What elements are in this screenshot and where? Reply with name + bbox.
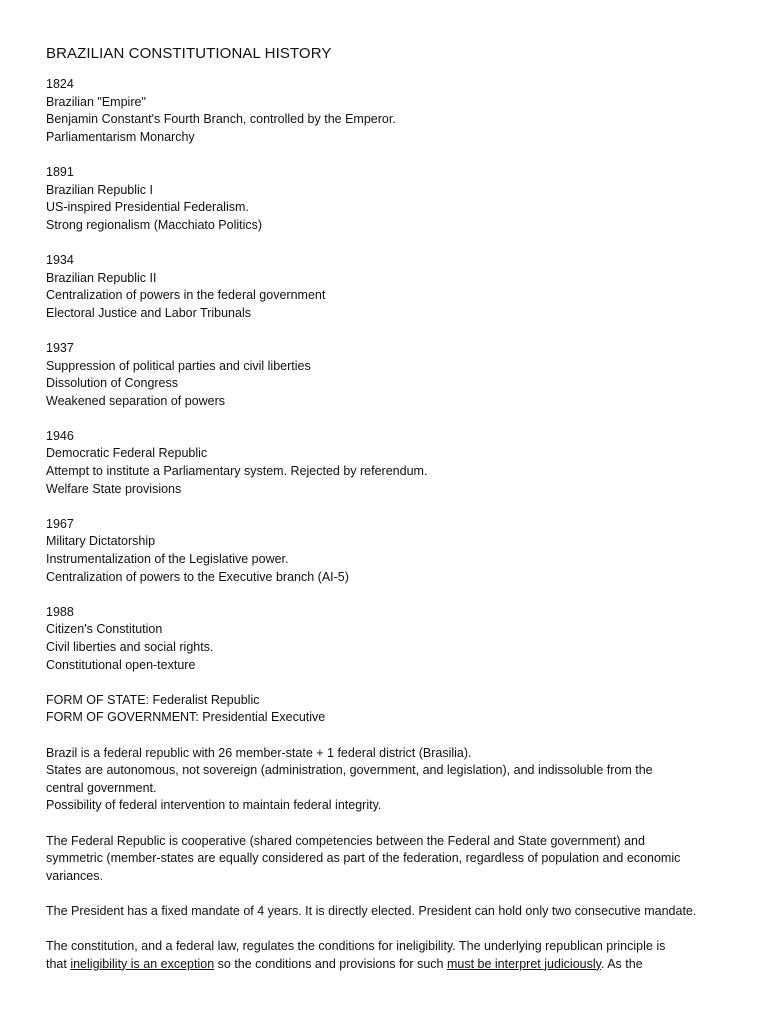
entry-line: Welfare State provisions [46,481,182,496]
entry-line: Brazilian Republic I [46,182,153,197]
ineligibility-paragraph [46,938,736,973]
timeline-entry-1824 [46,76,736,146]
entry-line: Brazilian "Empire" [46,94,146,109]
entry-line: Instrumentalization of the Legislative power. [46,552,289,567]
timeline-entry-1967 [46,516,736,586]
entry-line: Suppression of political parties and civil liberties [46,358,311,373]
federal-line: States are autonomous, not sovereign (administration, government, and legislation), and indissoluble from the [46,763,653,778]
underlined-phrase: ineligibility is an exception [70,956,215,971]
timeline-entry-1988 [46,604,736,674]
cooperative-line: variances. [46,868,103,883]
ineligibility-line: The constitution, and a federal law, regulates the conditions for ineligibility. The underlying republican principle is [46,939,666,954]
federal-line: Possibility of federal intervention to maintain federal integrity. [46,798,382,813]
entry-line: Parliamentarism Monarchy [46,129,195,144]
cooperative-paragraph [46,833,736,886]
entry-year: 1934 [46,252,74,267]
entry-line: Electoral Justice and Labor Tribunals [46,305,251,320]
ineligibility-line-2 [46,956,736,974]
form-of-government: FORM OF GOVERNMENT: Presidential Executive [46,710,326,725]
entry-line: Democratic Federal Republic [46,446,208,461]
entry-line: Weakened separation of powers [46,393,226,408]
entry-line: US-inspired Presidential Federalism. [46,200,249,215]
entry-line: Dissolution of Congress [46,376,179,391]
timeline-entry-1937 [46,340,736,410]
cooperative-line: symmetric (member-states are equally considered as part of the federation, regardless of population and economic [46,851,681,866]
federal-line: central government. [46,780,157,795]
form-of-state: FORM OF STATE: Federalist Republic [46,692,260,707]
entry-year: 1967 [46,516,74,531]
form-section [46,692,736,727]
entry-year: 1824 [46,77,74,91]
entry-line: Military Dictatorship [46,534,156,549]
entry-year: 1988 [46,604,74,619]
entry-year: 1937 [46,340,74,355]
underlined-phrase: must be interpret judiciously [446,956,601,971]
entry-year: 1946 [46,428,74,443]
entry-line: Civil liberties and social rights. [46,640,214,654]
entry-line: Brazilian Republic II [46,270,157,285]
entry-line: Centralization of powers in the federal government [46,288,326,303]
ineligibility-text: . As the [600,956,643,971]
ineligibility-text: that [46,956,71,971]
timeline-entry-1946 [46,428,736,498]
entry-year: 1891 [46,164,74,179]
entry-line: Constitutional open-texture [46,657,196,672]
entry-line: Centralization of powers to the Executive branch (AI-5) [46,569,349,584]
cooperative-line: The Federal Republic is cooperative (shared competencies between the Federal and State government) and [46,833,645,848]
timeline-entry-1934 [46,252,736,322]
entry-line: Citizen's Constitution [46,622,163,637]
entry-line: Strong regionalism (Macchiato Politics) [46,217,263,232]
federal-republic-paragraph [46,745,736,815]
entry-line: Attempt to institute a Parliamentary system. Rejected by referendum. [46,464,428,479]
document-title: BRAZILIAN CONSTITUTIONAL HISTORY [46,45,332,62]
timeline-entry-1891 [46,164,736,234]
president-line: The President has a fixed mandate of 4 years. It is directly elected. President can hold only two consecutive mandate. [46,903,697,918]
timeline [46,76,736,674]
president-paragraph [46,903,736,921]
entry-line: Benjamin Constant's Fourth Branch, controlled by the Emperor. [46,112,396,127]
ineligibility-text: so the conditions and provisions for such [214,956,447,971]
federal-line: Brazil is a federal republic with 26 member-state + 1 federal district (Brasilia). [46,745,472,760]
document-page [46,44,736,991]
